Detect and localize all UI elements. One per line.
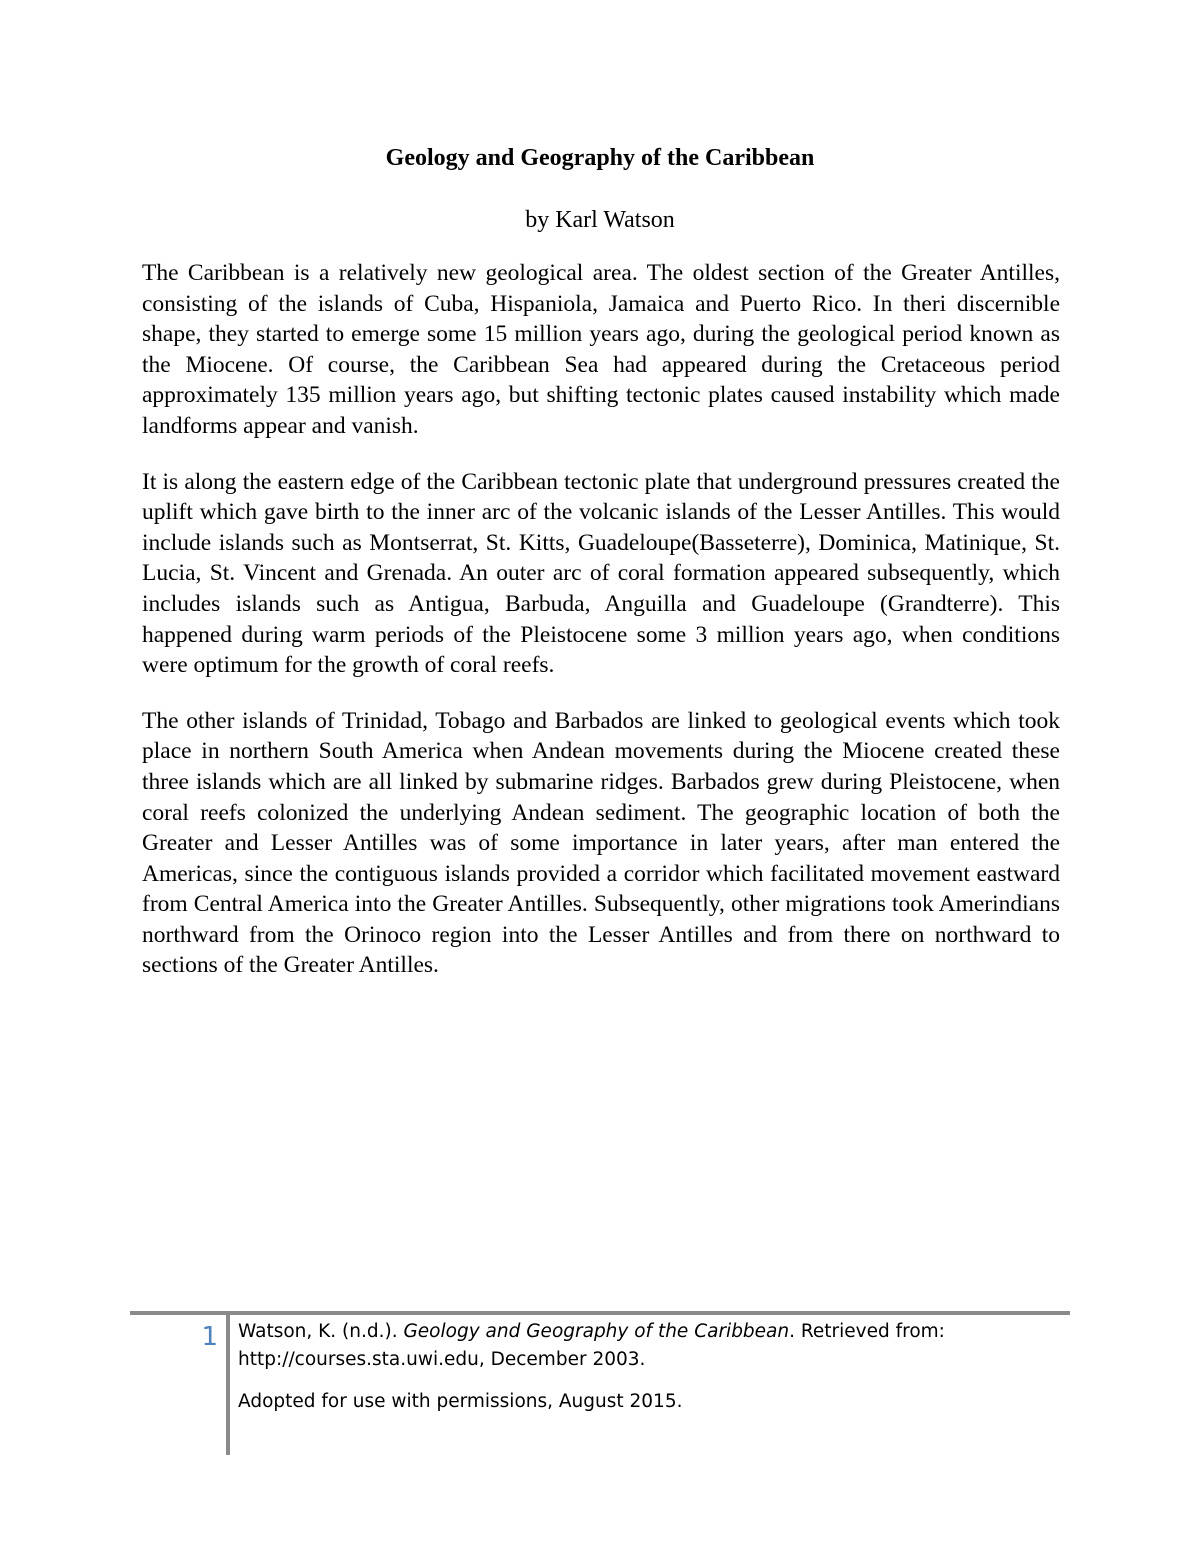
paragraph-lesser-antilles: It is along the eastern edge of the Caribbean tectonic plate that underground pressures created the uplift which gave birth to the inner arc of the volcanic islands of the Lesser Antilles. This would include islands such as Montserrat, St. Kitts, Guadeloupe(Basseterre), Dominica, Matinique, St. Lucia, St. Vincent and Grenada. An outer arc of coral formation appeared subsequently, which includes islands such as Antigua, Barbuda, Anguilla and Guadeloupe (Grandterre). This happened during warm periods of the Pleistocene some 3 million years ago, when conditions were optimum for the growth of coral reefs. — [142, 468, 1060, 679]
document-title: Geology and Geography of the Caribbean — [385, 145, 815, 171]
footer-permission-note: Adopted for use with permissions, August 2015. — [238, 1391, 683, 1412]
footer-citation — [238, 1318, 1068, 1374]
citation-prefix: Watson, K. (n.d.). — [238, 1321, 404, 1342]
paragraph-trinidad-tobago-barbados: The other islands of Trinidad, Tobago and Barbados are linked to geological events which took place in northern South America when Andean movements during the Miocene created these three islands which are all linked by submarine ridges. Barbados grew during Pleistocene, when coral reefs colonized the underlying Andean sediment. The geographic location of both the Greater and Lesser Antilles was of some importance in later years, after man entered the Americas, since the contiguous islands provided a corridor which facilitated movement eastward from Central America into the Greater Antilles. Subsequently, other migrations took Amerindians northward from the Orinoco region into the Lesser Antilles and from there on northward to sections of the Greater Antilles. — [142, 707, 1060, 979]
document-body — [142, 258, 1060, 1006]
citation-title: Geology and Geography of the Caribbean — [403, 1321, 790, 1342]
paragraph-greater-antilles: The Caribbean is a relatively new geological area. The oldest section of the Greater Antilles, consisting of the islands of Cuba, Hispaniola, Jamaica and Puerto Rico. In theri discernible shape, they started to emerge some 15 million years ago, during the geological period known as the Miocene. Of course, the Caribbean Sea had appeared during the Cretaceous period approximately 135 million years ago, but shifting tectonic plates caused instability which made landforms appear and vanish. — [142, 260, 1060, 439]
citation-suffix: . Retrieved from: http://courses.sta.uwi.edu, December 2003. — [238, 1321, 945, 1370]
author-byline: by Karl Watson — [525, 207, 675, 233]
footer-citation-block — [238, 1318, 1068, 1416]
footer-horizontal-rule — [130, 1311, 1070, 1315]
page-number: 1 — [201, 1322, 218, 1352]
footer-vertical-rule — [226, 1315, 230, 1455]
